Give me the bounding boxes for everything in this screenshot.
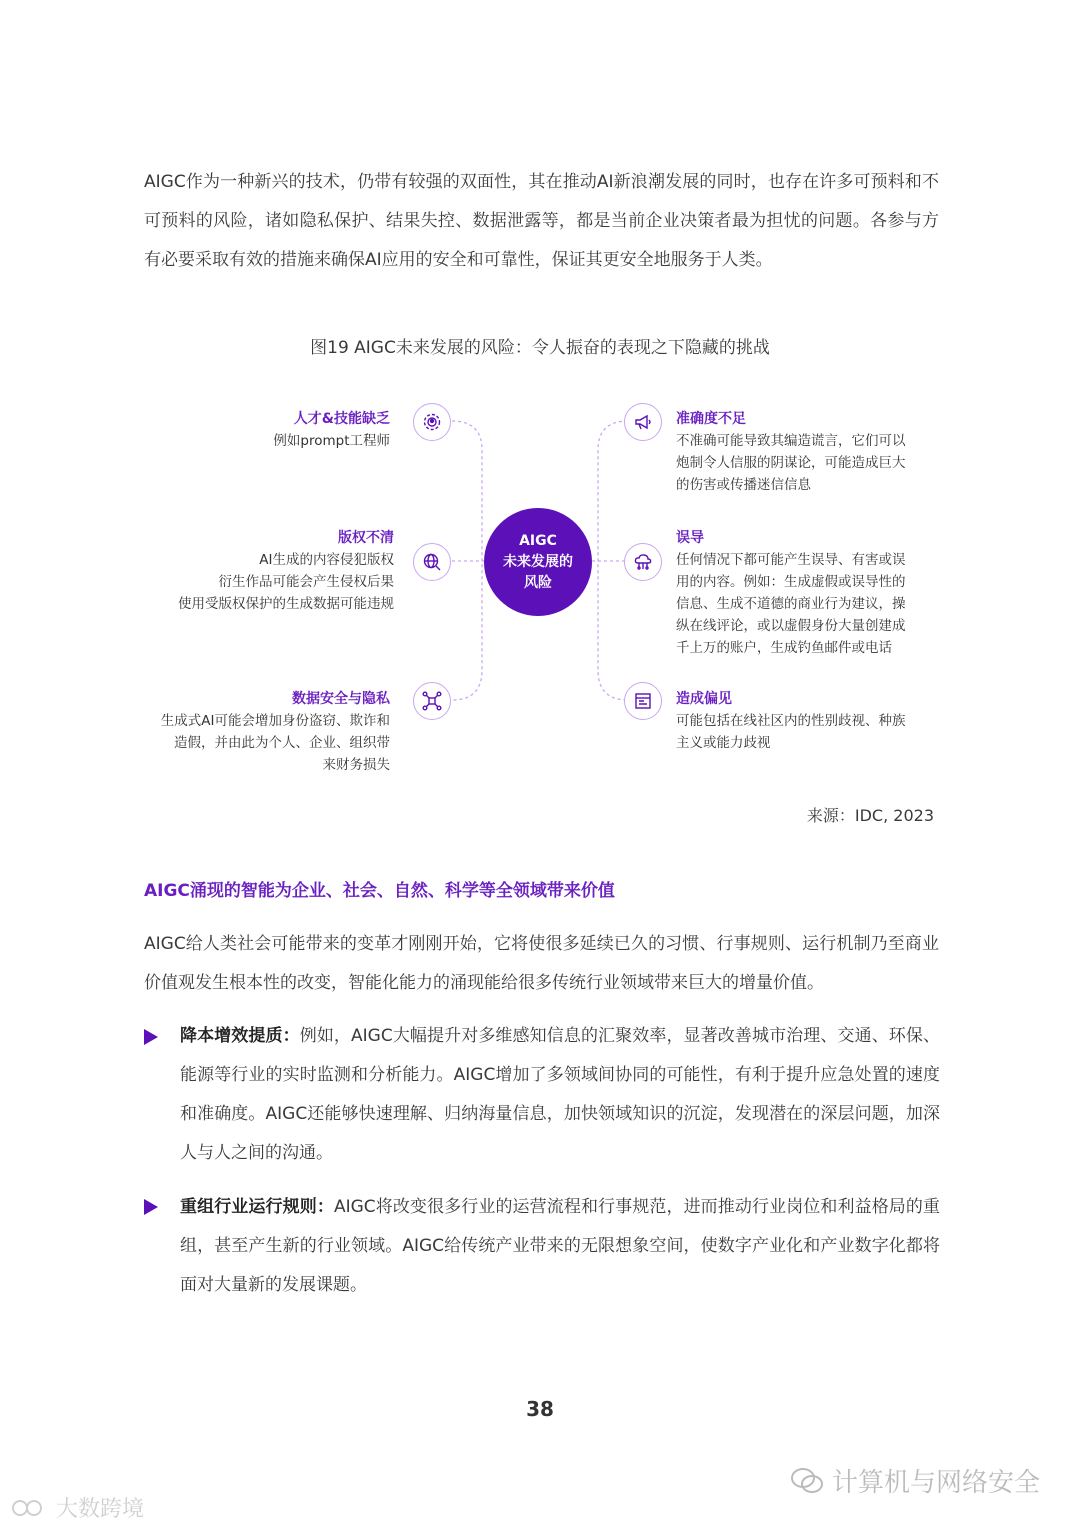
page-number: 38 [526, 1397, 554, 1421]
risk-title: 数据安全与隐私 [292, 691, 390, 707]
bullet-label: 降本增效提质： [180, 1026, 300, 1046]
risk-title: 准确度不足 [676, 411, 746, 427]
risk-accuracy [676, 408, 966, 496]
risk-line: AI生成的内容侵犯版权 [259, 552, 394, 568]
watermark-right [790, 1462, 1040, 1499]
talent-icon [413, 403, 451, 441]
risk-title: 误导 [676, 530, 704, 546]
center-line-1: AIGC [519, 532, 557, 549]
bullet-arrow-icon [144, 1199, 158, 1215]
watermark-left [10, 1492, 144, 1523]
section-paragraph: AIGC给人类社会可能带来的变革才刚刚开始，它将使很多延续已久的习惯、行事规则、运行机制乃至商业价值观发生根本性的改变，智能化能力的涌现能给很多传统行业领域带来巨大的增量价值。 [144, 934, 939, 993]
bullet-item [180, 1017, 940, 1173]
risk-line: 信息、生成不道德的商业行为建议，操 [676, 596, 906, 612]
risk-title: 版权不清 [338, 530, 394, 546]
risk-bias [676, 688, 966, 754]
intro-paragraph: AIGC作为一种新兴的技术，仍带有较强的双面性，其在推动AI新浪潮发展的同时，也存在许多可预料和不可预料的风险，诸如隐私保护、结果失控、数据泄露等，都是当前企业决策者最为担忧的问题。各参与方有必要采取有效的措施来确保AI应用的安全和可靠性，保证其更安全地服务于人类。 [144, 172, 939, 270]
risk-line: 造假，并由此为个人、企业、组织带 [174, 735, 390, 751]
figure-source: 来源：IDC, 2023 [806, 806, 934, 825]
risk-line: 使用受版权保护的生成数据可能违规 [178, 596, 394, 612]
center-line-2: 未来发展的 [503, 553, 573, 570]
risk-line: 来财务损失 [322, 757, 390, 773]
risk-line: 任何情况下都可能产生误导、有害或误 [676, 552, 906, 568]
bullet-text: AIGC将改变很多行业的运营流程和行事规范，进而推动行业岗位和利益格局的重组，甚至产生新的行业领域。AIGC给传统产业带来的无限想象空间，使数字产业化和产业数字化都将面对大量新的发展课题。 [180, 1197, 941, 1295]
risk-line: 主义或能力歧视 [676, 735, 771, 751]
bullet-arrow-icon [144, 1029, 158, 1045]
brand-logo-icon [10, 1496, 50, 1520]
bullet-item [180, 1188, 940, 1305]
section-heading: AIGC涌现的智能为企业、社会、自然、科学等全领域带来价值 [144, 881, 615, 901]
risk-data-security [100, 688, 390, 776]
risk-misleading [676, 527, 966, 659]
center-risk-circle [484, 508, 592, 616]
network-icon [413, 682, 451, 720]
bullet-label: 重组行业运行规则： [180, 1197, 334, 1217]
risk-line: 的伤害或传播迷信信息 [676, 477, 811, 493]
risk-line: 炮制令人信服的阴谋论，可能造成巨大 [676, 455, 906, 471]
figure-caption: 图19 AIGC未来发展的风险：令人振奋的表现之下隐藏的挑战 [310, 338, 770, 358]
risk-line: 生成式AI可能会增加身份盗窃、欺诈和 [160, 713, 390, 729]
risk-title: 人才&技能缺乏 [293, 411, 390, 427]
watermark-text: 计算机与网络安全 [832, 1468, 1041, 1498]
center-line-3: 风险 [524, 574, 552, 591]
megaphone-icon [624, 403, 662, 441]
risk-line: 可能包括在线社区内的性别歧视、种族 [676, 713, 906, 729]
cloud-icon [624, 543, 662, 581]
risk-line: 千上万的账户，生成钓鱼邮件或电话 [676, 640, 892, 656]
globe-icon [413, 543, 451, 581]
risk-copyright [100, 527, 394, 615]
risk-line: 纵在线评论，或以虚假身份大量创建成 [676, 618, 906, 634]
risk-title: 造成偏见 [676, 691, 732, 707]
risk-line: 用的内容。例如：生成虚假或误导性的 [676, 574, 906, 590]
wechat-icon [790, 1466, 824, 1496]
risk-line: 不准确可能导致其编造谎言，它们可以 [676, 433, 906, 449]
bullet-text: 例如，AIGC大幅提升对多维感知信息的汇聚效率，显著改善城市治理、交通、环保、能源等行业的实时监测和分析能力。AIGC增加了多领域间协同的可能性，有利于提升应急处置的速度和准确度。AIGC还能够快速理解、归纳海量信息，加快领域知识的沉淀，发现潜在的深层问题，加深人与人之间的沟通。 [180, 1026, 940, 1163]
risk-line: 衍生作品可能会产生侵权后果 [218, 574, 394, 590]
risk-line: 例如prompt工程师 [273, 433, 390, 449]
document-icon [624, 682, 662, 720]
watermark-brand-text: 大数跨境 [56, 1497, 145, 1522]
risk-talent [100, 408, 390, 452]
